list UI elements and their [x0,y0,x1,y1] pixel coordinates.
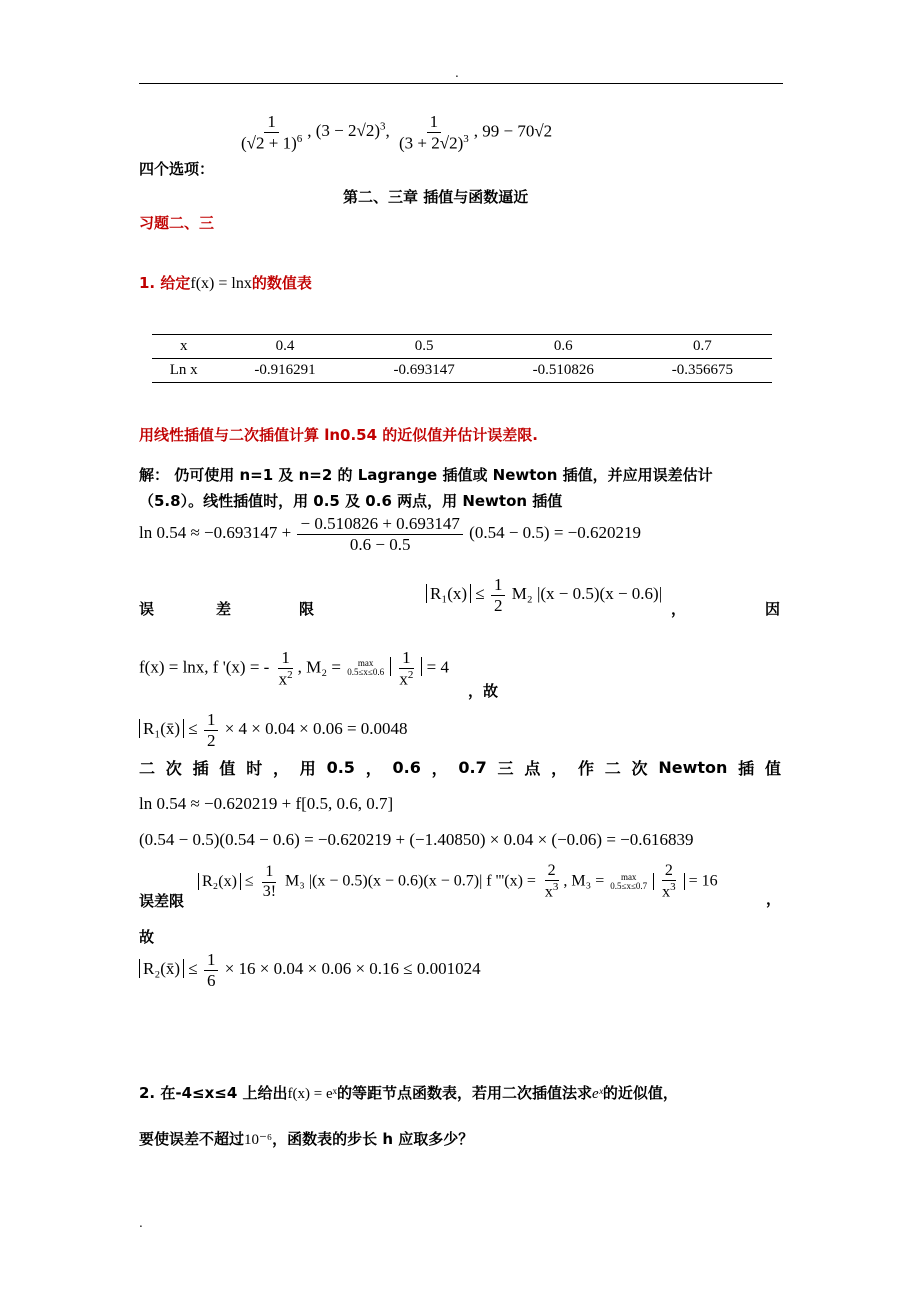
error-label-char: 误 [139,600,155,618]
deriv-fraction: $\frac{1}{x^2}$ [278,648,293,689]
max-range: 0.5≤x≤0.7 [610,881,648,892]
q-word: 三 [497,759,514,778]
table-header-cell: 0.6 [553,338,573,354]
p2-tolerance: 10⁻⁶ [244,1132,273,1148]
bound1-lhs: R₁(x̄) [139,719,184,738]
p2-text-b: 的等距节点函数表，若用二次插值法求 [336,1084,592,1102]
third-fraction: $\frac{1}{3!}$ [262,863,277,900]
therefore2-label: 故 [139,928,155,946]
max-operator [347,659,384,678]
bound2-lhs: R₂(x̄) [139,959,184,978]
comma: ， [671,600,687,618]
q-word: 值 [764,759,781,778]
problem1-prefix: 给定 [160,274,191,292]
solution-line-1: 解： 仍可使用 n=1 及 n=2 的 Lagrange 插值或 Newton 插值，并应用误差估计 [139,466,713,484]
eq1-fraction [297,514,462,554]
eq1-lhs: ln 0.54 ≈ −0.693147 + [139,522,292,542]
problem2-line1 [139,1082,678,1103]
eq1-den: 0.6 − 0.5 [349,534,411,554]
bound2-formula: R₂(x̄) ≤ $\frac{1}{6}$ × 16 × 0.04 × 0.06 × 0.16 ≤ 0.001024 [139,950,481,990]
q-word: 作 [577,759,594,778]
table-row [152,359,772,383]
r2-abs: R₂(x) [198,873,241,890]
q-word: ， [431,759,448,778]
table-header-cell: 0.5 [414,338,434,354]
options-formula: $\frac{1}{(√2 + 1)^6}$ , $(3 - 2√2)^3$, $\frac{1}{(3 + 2√2)^3}$ , 99 − 70√2 [236,112,552,153]
problem2-line2 [139,1128,473,1149]
q-word: 二 [604,759,621,778]
derivative-formula: f(x) = lnx, f '(x) = - $\frac{1}{x^2}$ , M₂ = max 0.5≤x≤0.6 $\frac{1}{x^2}$ = 4 [139,648,449,689]
q-word: 插 [738,759,755,778]
p2-text-a: 2. 在-4≤x≤4 上给出 [139,1084,288,1102]
deriv-den: x [278,669,288,689]
eq1-rhs: (0.54 − 0.5) = −0.620219 [469,522,642,542]
eq1-num: − 0.510826 + 0.693147 [297,514,462,535]
quadratic-eq-line1: ln 0.54 ≈ −0.620219 + f[0.5, 0.6, 0.7] [139,794,394,813]
table-cell: -0.693147 [393,362,455,378]
deriv-eq: f(x) = lnx, f '(x) = - [139,657,270,677]
error-label-char: 限 [299,600,315,618]
bound1-formula: R₁(x̄) ≤ $\frac{1}{2}$ × 4 × 0.04 × 0.06 = 0.0048 [139,710,408,750]
table-header-cell: 0.4 [275,338,295,354]
option-2: $(3 - 2√2)^3$ [315,120,386,141]
q-word: Newton [658,758,728,777]
max-range: 0.5≤x≤0.6 [347,667,385,678]
quadratic-intro-line [139,756,781,779]
m2-label: M₂ = [306,657,341,677]
p2-text-d: 要使误差不超过 [139,1130,245,1148]
q-word: ， [272,759,289,778]
solution-line-2: （5.8）。线性插值时，用 0.5 及 0.6 两点，用 Newton 插值 [139,492,563,510]
table-header-cell: 0.7 [693,338,712,354]
max-top: max [620,871,637,882]
p2-func: f(x) = eˣ [287,1086,337,1102]
m3-value: = 16 [688,872,718,890]
quadratic-eq-line2: (0.54 − 0.5)(0.54 − 0.6) = −0.620219 + (−1.40850) × 0.04 × (−0.06) = −0.616839 [139,830,694,849]
problem1-number: 1. [139,274,156,292]
half-fraction: $\frac{1}{2}$ [204,710,219,750]
p2-text-c: 的近似值， [602,1084,678,1102]
chapter-title: 第二、三章 插值与函数逼近 [343,188,529,206]
error-bound-formula: R₁(x) ≤ $\frac{1}{2}$ M₂ |(x − 0.5)(x − 0.6)| [426,575,662,615]
p2-exp: eˣ [591,1086,603,1102]
m3-label: M₃ = [571,872,605,890]
table-cell: -0.916291 [254,362,316,378]
option-3: $\frac{1}{(3 + 2√2)^3}$ [399,112,469,153]
error2-label: 误差限 [139,892,185,910]
bound2-rhs: × 16 × 0.04 × 0.06 × 0.16 ≤ 0.001024 [224,958,481,978]
f3-fraction: $\frac{2}{x^3}$ [544,862,559,901]
q-word: 0.6 [392,758,421,777]
abs-fraction: $\frac{2}{x^3}$ [653,873,685,890]
bound1-rhs: × 4 × 0.04 × 0.06 = 0.0048 [224,718,408,738]
therefore-label: ，故 [468,682,499,700]
q-word: 用 [299,759,316,778]
table-cell: -0.510826 [532,362,594,378]
f3-label: f '''(x) = [486,872,536,890]
half-fraction: $\frac{1}{2}$ [491,575,506,615]
q-word: 次 [631,759,648,778]
error2-mid: M₃ |(x − 0.5)(x − 0.6)(x − 0.7)| [285,872,483,890]
header-rule [139,83,783,84]
error-label-char: 差 [216,600,232,618]
q-word: 插 [192,759,209,778]
option-1: $\frac{1}{(√2 + 1)^6}$ [241,112,303,153]
exercise-title: 习题二、三 [139,214,215,232]
problem1-heading [139,272,312,293]
value-table [152,334,772,383]
q-word: 点 [524,759,541,778]
header-dot: . [455,66,459,80]
table-header-cell: x [179,338,188,354]
because-label: 因 [765,600,781,618]
q-word: 0.5 [326,758,355,777]
q-word: ， [365,759,382,778]
error-formula-right: M₂ |(x − 0.5)(x − 0.6)| [511,583,663,603]
problem1-task: 用线性插值与二次插值计算 ln0.54 的近似值并估计误差限. [139,426,538,444]
q-word: ， [551,759,568,778]
problem1-func: f(x) = lnx [190,275,252,292]
q-word: 0.7 [458,758,487,777]
problem1-suffix: 的数值表 [251,274,312,292]
comma-2: ， [766,890,782,908]
q-word: 时 [246,759,263,778]
m2-value: = 4 [426,657,449,677]
q-word: 二 [139,759,156,778]
q-word: 次 [165,759,182,778]
table-cell: -0.356675 [671,362,734,378]
abs-fraction: $\frac{1}{x^2}$ [390,657,422,676]
options-label: 四个选项： [139,160,215,178]
max-operator [610,873,647,892]
max-top: max [357,657,374,668]
sixth-fraction: $\frac{1}{6}$ [204,950,219,990]
r1-abs: R₁(x) [426,584,471,603]
p2-text-e: ，函数表的步长 h 应取多少？ [272,1130,474,1148]
footer-dot: . [139,1216,143,1230]
table-header-row [152,335,772,359]
option-4: 99 − 70√2 [482,121,553,141]
linear-interp-equation [139,514,641,554]
table-row-label: Ln x [169,362,198,378]
error2-formula: R₂(x) ≤ $\frac{1}{3!}$ M₃ |(x − 0.5)(x − 0.6)(x − 0.7)| f '''(x) = $\frac{2}{x^3}$ , M₃ = max 0.5≤x≤0.7 $\frac{2}{x^3}$ = 16 [198,862,718,902]
q-word: 值 [219,759,236,778]
